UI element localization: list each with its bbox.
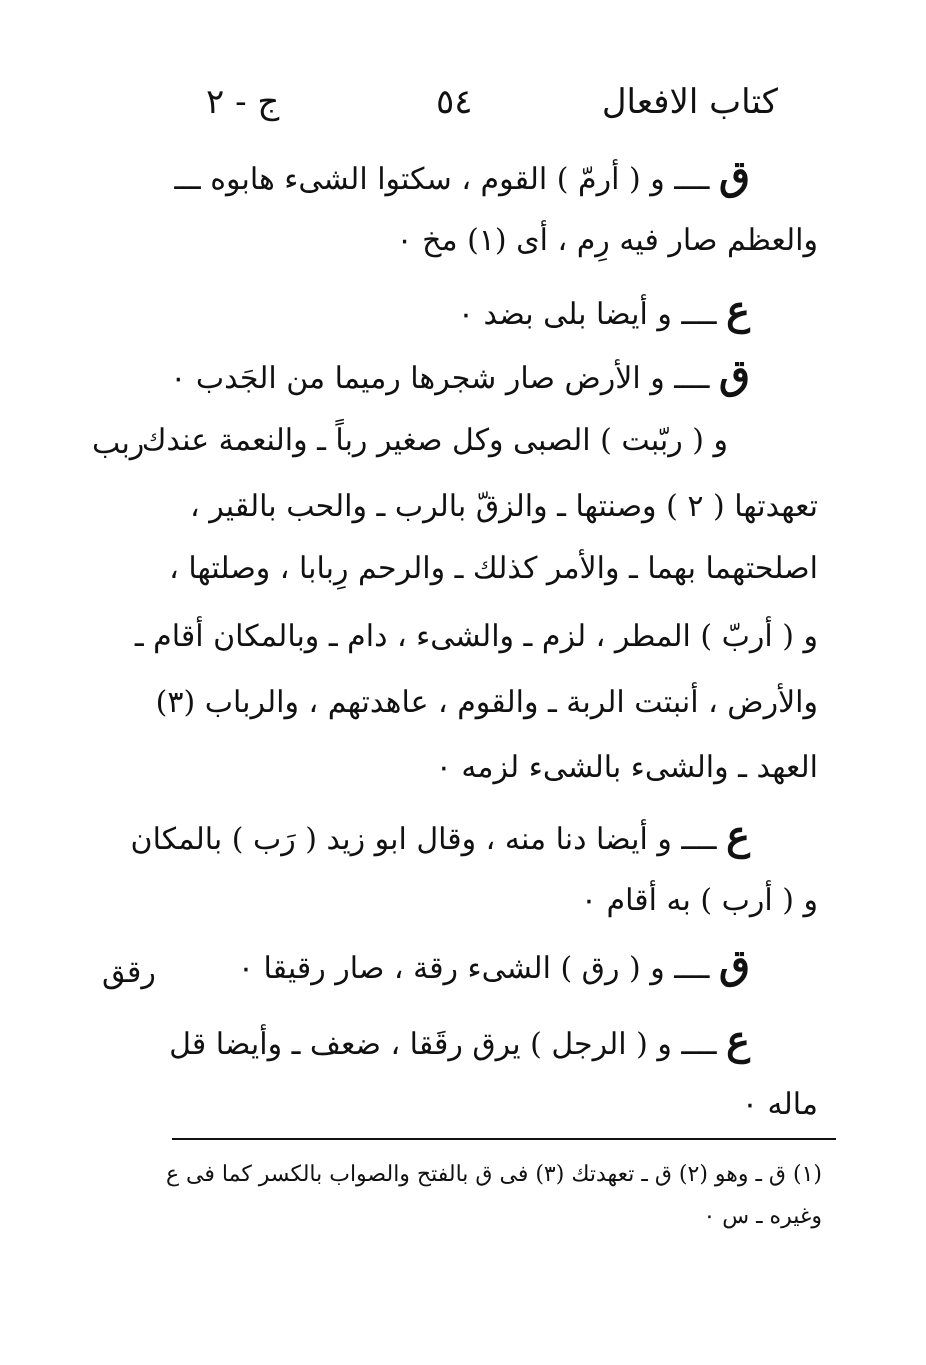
footnote-line-2: وغيره ـ س ٠ [703, 1204, 822, 1229]
entry-marker: ع [726, 812, 750, 859]
header-volume: ج - ٢ [206, 82, 280, 122]
line-text: ــــ و ( رق ) الشىء رقة ، صار رقيقا ٠ [237, 951, 710, 986]
entry-marker: ق [718, 152, 750, 199]
line-text: و ( أرب ) به أقام ٠ [580, 883, 818, 918]
text-line-5 [141, 418, 818, 464]
header-page-number: ٥٤ [436, 82, 473, 122]
text-line-7 [169, 546, 818, 592]
text-line-13 [190, 942, 818, 992]
text-line-3 [190, 288, 818, 338]
line-text: تعهدتها ( ٢ ) وصنتها ـ والزقّ بالرب ـ والحب بالقير ، [190, 489, 818, 524]
text-line-9 [155, 680, 818, 726]
line-text: ــــ و ( الرجل ) يرق رقَقا ، ضعف ـ وأيضا قل [169, 1027, 717, 1062]
line-text: العهد ـ والشىء بالشىء لزمه ٠ [435, 750, 818, 785]
footnote-divider [172, 1138, 836, 1140]
line-text: ــــ و ( أرمّ ) القوم ، سكتوا الشىء هابوه ـــ [174, 162, 710, 197]
line-text: اصلحتهما بهما ـ والأمر كذلك ـ والرحم رِبابا ، وصلتها ، [169, 551, 818, 586]
line-text: و ( أربّ ) المطر ، لزم ـ والشىء ، دام ـ وبالمكان أقام ـ [134, 619, 818, 654]
header-book-title: كتاب الافعال [601, 82, 778, 122]
margin-root-label: رقق [102, 955, 156, 990]
text-line-6 [190, 484, 818, 530]
text-line-14 [169, 1017, 818, 1068]
line-text: والعظم صار فيه رِم ، أى (١) مخ ٠ [396, 223, 818, 258]
line-text: والأرض ، أنبتت الربة ـ والقوم ، عاهدتهم ، والرباب (٣) [155, 685, 818, 720]
entry-marker: ق [718, 351, 750, 398]
margin-root-label: ربب [92, 426, 145, 461]
text-line-1 [174, 152, 818, 203]
line-text: ــــ و الأرض صار شجرها رميما من الجَدب ٠ [170, 361, 710, 396]
line-text: ماله ٠ [741, 1087, 818, 1122]
entry-marker: ع [726, 287, 750, 334]
text-line-10 [190, 745, 818, 791]
footnote-line-1: (١) ق ـ وهو (٢) ق ـ تعهدتك (٣) فى ق بالفتح والصواب بالكسر كما فى ع [165, 1162, 822, 1187]
text-line-12 [190, 878, 818, 924]
line-text: ــــ و أيضا بلى بضد ٠ [457, 297, 717, 332]
text-line-2 [190, 218, 818, 264]
entry-marker: ع [726, 1017, 750, 1064]
text-line-11 [130, 812, 818, 863]
text-line-15 [190, 1082, 818, 1128]
text-line-4 [170, 351, 818, 402]
text-line-8 [134, 614, 818, 660]
line-text: ــــ و أيضا دنا منه ، وقال ابو زيد ( رَب ) بالمكان [130, 822, 717, 857]
line-text: و ( ربّبت ) الصبى وكل صغير رباً ـ والنعمة عندك [141, 423, 728, 458]
entry-marker: ق [718, 941, 750, 988]
